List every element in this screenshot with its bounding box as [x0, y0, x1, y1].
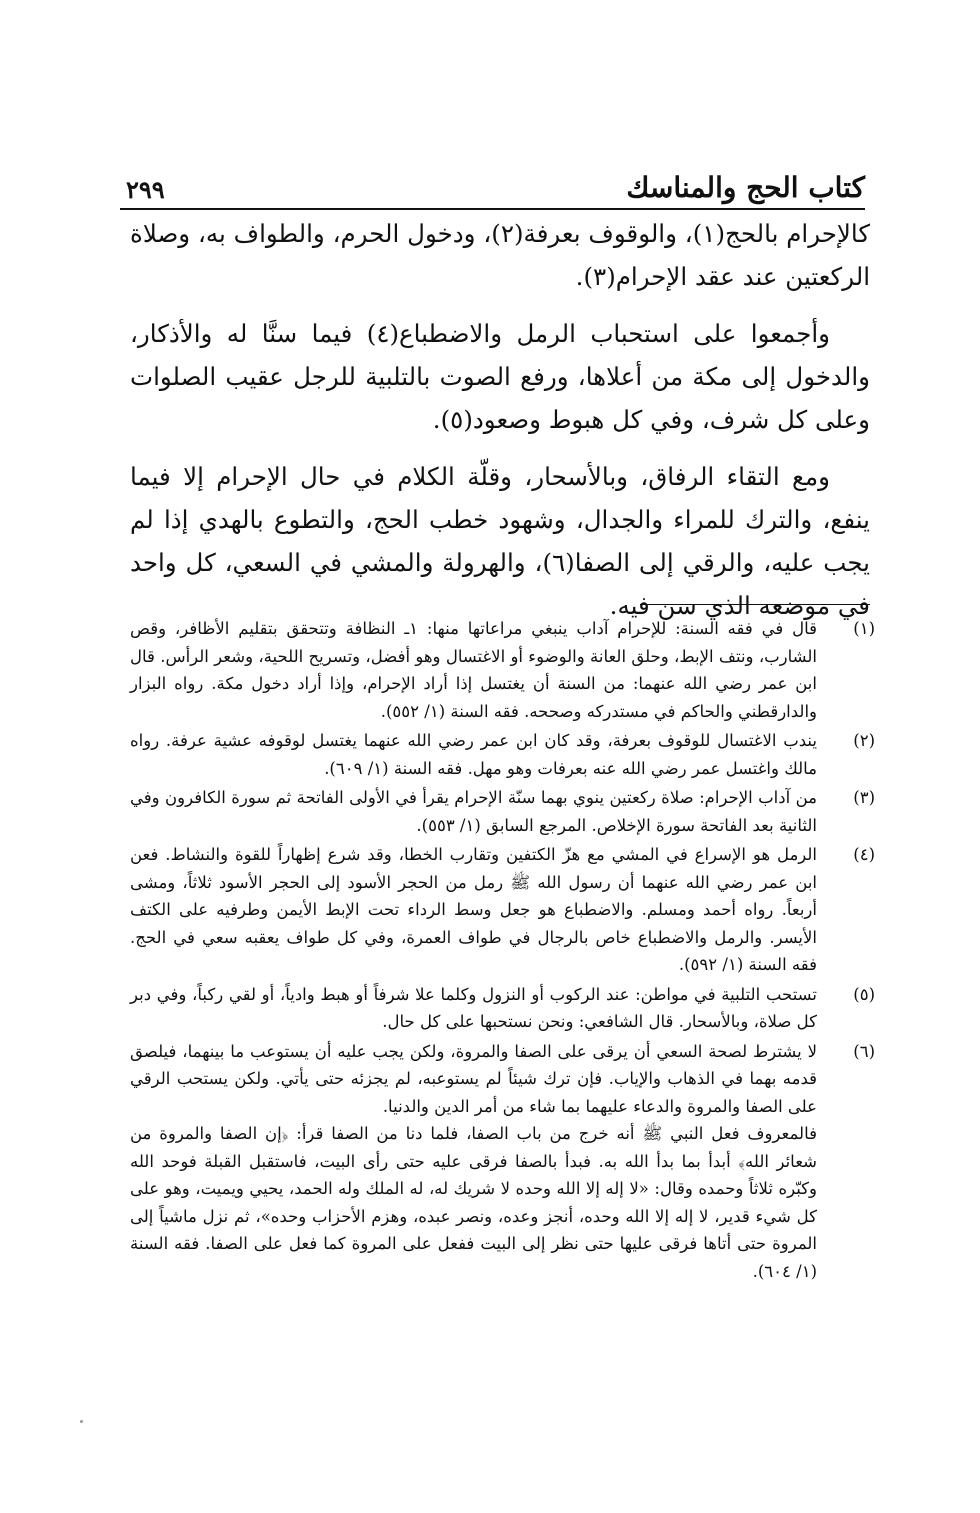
paragraph-2: وأجمعوا على استحباب الرمل والاضطباع(٤) فيما سنَّا له والأذكار، والدخول إلى مكة من أعلاها، ورفع الصوت بالتلبية للرجل عقيب الصلوات وعلى كل شرف، وفي كل هبوط وصعود(٥).	[130, 319, 870, 434]
footnote	[130, 981, 875, 1036]
footnote-text-continued: فالمعروف فعل النبي ﷺ أنه خرج من باب الصفا، فلما دنا من الصفا قرأ: ﴿إن الصفا والمروة من شعائر الله﴾ أبدأ بما بدأ الله به. فبدأ بالصفا فرقى عليه حتى رأى البيت، فاستقبل القبلة فوحد الله وكبّره ثلاثاً وحمده وقال: «لا إله إلا الله وحده لا شريك له، له الملك وله الحمد، يحيي ويميت، وهو على كل شيء قدير، لا إله إلا الله وحده، أنجز وعده، ونصر عبده، وهزم الأحزاب وحده»، ثم نزل ماشياً إلى المروة حتى أتاها فرقى عليها حتى نظر إلى البيت ففعل على المروة كما فعل على الصفا. فقه السنة (١/ ٦٠٤).	[130, 1124, 817, 1281]
footnote	[130, 615, 875, 725]
footnote-number: (٣)	[853, 788, 875, 807]
footnote-text: الرمل هو الإسراع في المشي مع هزّ الكتفين وتقارب الخطا، وقد شرع إظهاراً للقوة والنشاط. فعن ابن عمر رضي الله عنهما أن رسول الله ﷺ رمل من الحجر الأسود إلى الحجر الأسود ثلاثاً، ومشى أربعاً. رواه أحمد ومسلم. والاضطباع هو جعل وسط الرداء تحت الإبط الأيمن وطرفيه على الكتف الأيسر. والرمل والاضطباع خاص بالرجال في طواف العمرة، وفي كل طواف يعقبه سعي في الحج. فقه السنة (١/ ٥٩٢).	[130, 845, 817, 974]
footnote-text: يندب الاغتسال للوقوف بعرفة، وقد كان ابن عمر رضي الله عنهما يغتسل لوقوفه عشية عرفة. رواه مالك واغتسل عمر رضي الله عنه بعرفات وهو مهل. فقه السنة (١/ ٦٠٩).	[130, 731, 817, 778]
footnote-text: لا يشترط لصحة السعي أن يرقى على الصفا والمروة، ولكن يجب عليه أن يستوعب ما بينهما، فيلصق قدمه بهما في الذهاب والإياب. فإن ترك شيئاً لم يستوعبه، لم يجزئه حتى يأتي. ولكن يستحب الرقي على الصفا والمروة والدعاء عليهما بما شاء من أمر الدين والدنيا.	[130, 1041, 817, 1116]
footnote-number: (٤)	[853, 845, 875, 864]
footnote	[130, 1038, 875, 1286]
footnote-number: (٥)	[853, 984, 875, 1004]
main-text	[130, 212, 870, 627]
footnote	[130, 784, 875, 839]
footnote-text: تستحب التلبية في مواطن: عند الركوب أو النزول وكلما علا شرفاً أو هبط وادياً، أو لقي ركباً، وفي دبر كل صلاة، وبالأسحار. قال الشافعي: ونحن نستحبها على كل حال.	[130, 984, 817, 1031]
footnote-text: من آداب الإحرام: صلاة ركعتين ينوي بهما سنّة الإحرام يقرأ في الأولى الفاتحة ثم سورة الكافرون وفي الثانية بعد الفاتحة سورة الإخلاص. المرجع السابق (١/ ٥٥٣).	[130, 788, 817, 835]
footnotes	[130, 615, 875, 1287]
paragraph-1: كالإحرام بالحج(١)، والوقوف بعرفة(٢)، ودخول الحرم، والطواف به، وصلاة الركعتين عند عقد الإحرام(٣).	[130, 219, 870, 291]
footnote-number: (٦)	[853, 1041, 875, 1061]
footnote-number: (١)	[853, 619, 875, 638]
chapter-title: كتاب الحج والمناسك	[626, 171, 865, 204]
page-header	[120, 168, 865, 210]
footnote	[130, 727, 875, 782]
scan-speck	[80, 1420, 83, 1423]
paragraph-3: ومع التقاء الرفاق، وبالأسحار، وقلّة الكلام في حال الإحرام إلا فيما ينفع، والترك للمراء والجدال، وشهود خطب الحج، والتطوع بالهدي إذا لم يجب عليه، والرقي إلى الصفا(٦)، والهرولة والمشي في السعي، كل واحد في موضعه الذي سن فيه.	[130, 462, 870, 620]
footnote-number: (٢)	[853, 731, 875, 750]
footnote	[130, 841, 875, 979]
footnote-text: قال في فقه السنة: للإحرام آداب ينبغي مراعاتها منها: ١ـ النظافة وتتحقق بتقليم الأظافر، وقص الشارب، ونتف الإبط، وحلق العانة والوضوء أو الاغتسال وهو أفضل، وتسريح اللحية، وشعر الرأس. قال ابن عمر رضي الله عنهما: من السنة أن يغتسل إذا أراد الإحرام، وإذا أراد دخول مكة. رواه البزار والدارقطني والحاكم في مستدركه وصححه. فقه السنة (١/ ٥٥٢).	[130, 619, 817, 721]
page-number: ٢٩٩	[126, 175, 165, 204]
footnote-separator	[640, 604, 870, 605]
